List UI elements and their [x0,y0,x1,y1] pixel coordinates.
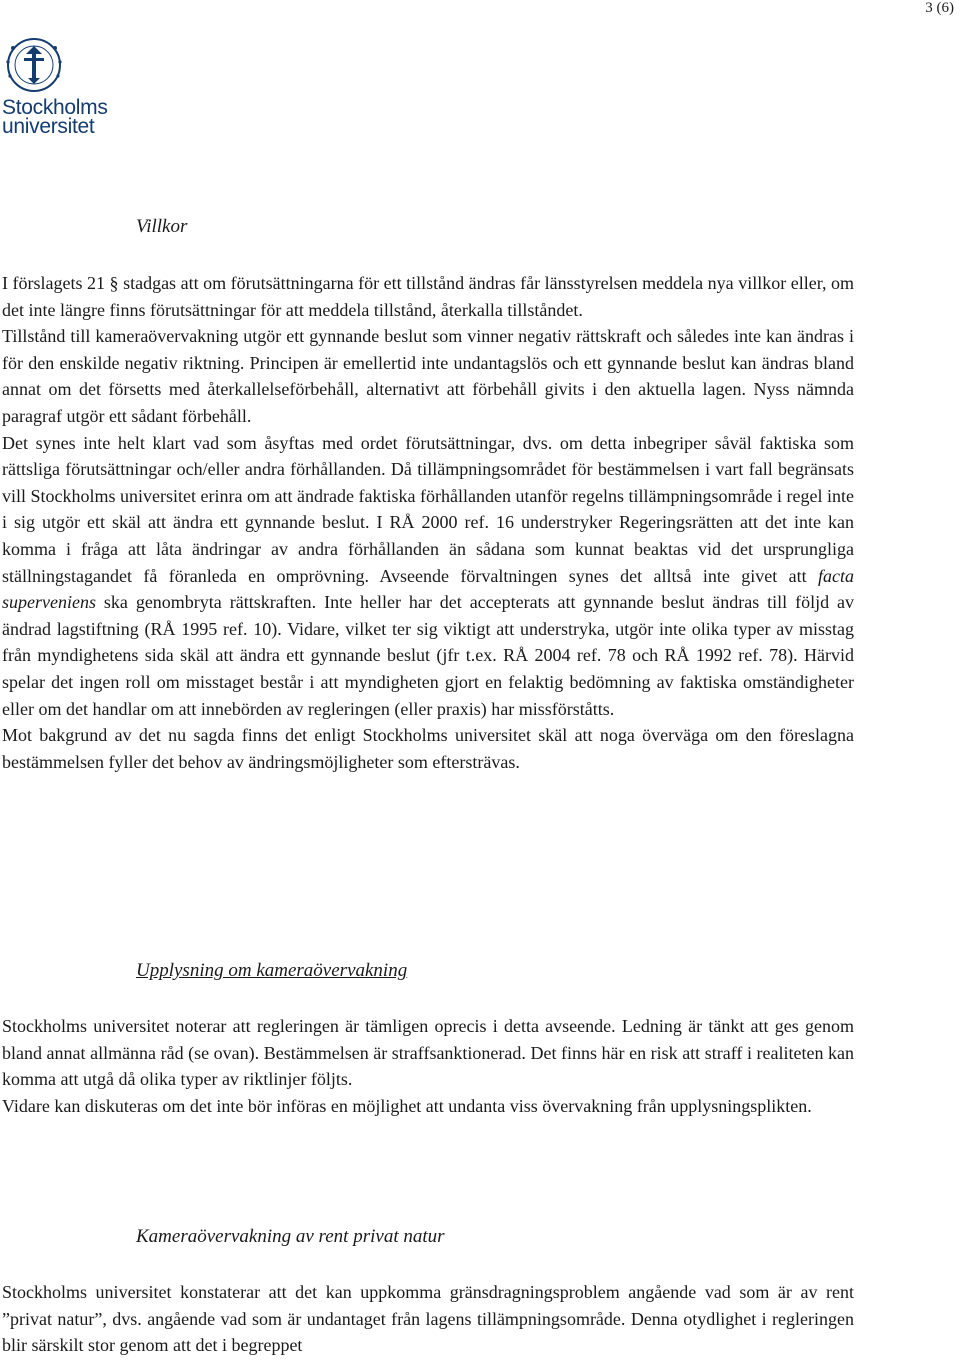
paragraph: I förslagets 21 § stadgas att om förutsättningarna för ett tillstånd ändras får länsstyrelsen meddela nya villkor eller, om det inte längre finns förutsättningar för att meddela tillstånd, återkalla tillståndet. [2,273,854,320]
page-number: 3 (6) [925,0,954,16]
paragraph: Vidare kan diskuteras om det inte bör införas en möjlighet att undanta viss övervakning från upplysningsplikten. [2,1095,812,1116]
paragraph: Stockholms universitet konstaterar att det kan uppkomma gränsdragningsproblem angående vad som är av rent ”privat natur”, dvs. angående vad som är undantaget från lagens tillämpningsområde. Denna otydlighet i regleringen blir särskilt stor genom att det i begreppet [2,1282,854,1356]
italic-term: facta superveniens [2,565,854,613]
text-span: ska genombryta rättskraften. Inte heller har det accepterats att gynnande beslut ändras till följd av ändrad lagstiftning (RÅ 1995 ref. 10). Vidare, vilket ter sig viktigt att understryka, utgör inte olika typer av misstag från myndighetens sida skäl att ändra ett gynnande beslut (jfr t.ex. RÅ 2004 ref. 78 och RÅ 1992 ref. 78). Härvid spelar det ingen roll om misstaget består i att myndigheten gjort en felaktig bedömning av faktiska omständigheter eller om det handlar om att innebörden av regleringen (eller praxis) har missförståtts. [2,592,854,719]
heading-privat-natur: Kameraövervakning av rent privat natur [136,1226,445,1247]
section-upplysning-body [2,1013,854,1119]
logo-wordmark [2,98,108,136]
section-privat-body [2,1279,854,1359]
university-seal-icon [0,36,70,96]
section-villkor-body [2,270,854,775]
paragraph [2,430,854,723]
heading-villkor: Villkor [136,216,188,237]
text-span: Det synes inte helt klart vad som åsyftas med ordet förutsättningar, dvs. om detta inbegriper såväl faktiska som rättsliga förutsättningar och/eller andra förhållanden. Då tillämpningsområdet för bestämmelsen i vart fall begränsats vill Stockholms universitet erinra om att ändrade faktiska förhållanden utanför regelns tillämpningsområde i regel inte i sig utgör ett skäl att ändra ett gynnande beslut. I RÅ 2000 ref. 16 understryker Regeringsrätten att det inte kan komma i fråga att låta ändringar av andra förhållanden än sådana som kunnat beaktas vid det ursprungliga ställningstagandet få föranleda en omprövning. Avseende förvaltningen synes det alltså inte givet att [2,432,854,586]
paragraph: Mot bakgrund av det nu sagda finns det enligt Stockholms universitet skäl att noga överväga om den föreslagna bestämmelsen fyller det behov av ändringsmöjligheter som eftersträvas. [2,725,854,772]
paragraph: Tillstånd till kameraövervakning utgör ett gynnande beslut som vinner negativ rättskraft och således inte kan ändras i för den enskilde negativ riktning. Principen är emellertid inte undantagslös och ett gynnande beslut kan ändras bland annat om det försetts med återkallelseförbehåll, alternativt att förbehåll givits i den aktuella lagen. Nyss nämnda paragraf utgör ett sådant förbehåll. [2,326,854,426]
heading-upplysning: Upplysning om kameraövervakning [136,960,408,981]
logo-line-1: Stockholms [2,96,108,119]
university-logo [0,36,125,140]
logo-line-2: universitet [2,115,95,138]
paragraph: Stockholms universitet noterar att regleringen är tämligen oprecis i detta avseende. Ledning är tänkt att ges genom bland annat allmänna råd (se ovan). Bestämmelsen är straffsanktionerad. Det finns här en risk att straff i realiteten kan komma att utgå då olika typer av riktlinjer följts. [2,1016,854,1090]
